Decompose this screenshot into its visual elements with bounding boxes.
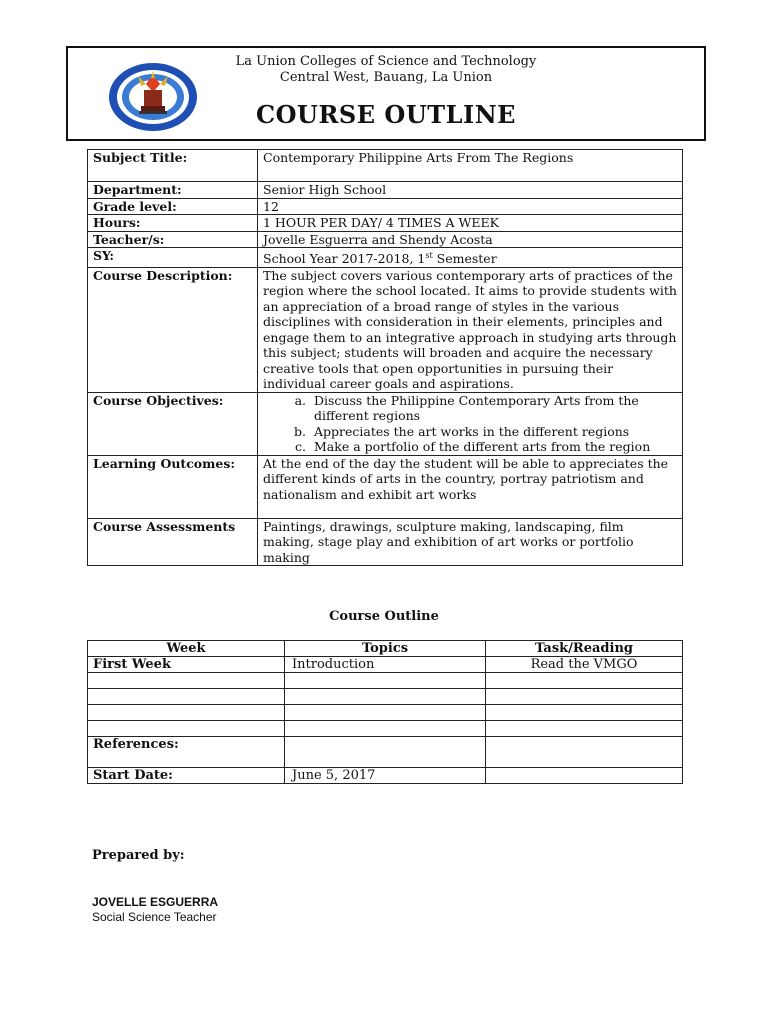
outcomes-value: At the end of the day the student will be able to appreciates the different kinds of arts in the country, portray patriotism and nationalism and exhibit art works	[258, 455, 683, 518]
department-value: Senior High School	[258, 182, 683, 199]
start-date-label: Start Date:	[88, 768, 285, 784]
objectives-value	[258, 392, 683, 455]
description-label: Course Description:	[88, 267, 258, 392]
column-header-week: Week	[88, 641, 285, 657]
grade-level-value: 12	[258, 198, 683, 215]
week-cell: First Week	[88, 657, 285, 673]
teachers-label: Teacher/s:	[88, 231, 258, 248]
outcomes-label: Learning Outcomes:	[88, 455, 258, 518]
references-label: References:	[88, 737, 285, 768]
prepared-by-label: Prepared by:	[92, 848, 185, 863]
course-info-table	[87, 149, 683, 566]
column-header-topics: Topics	[285, 641, 486, 657]
table-row	[88, 518, 683, 566]
subject-title-value: Contemporary Philippine Arts From The Regions	[258, 150, 683, 182]
list-item: b. Appreciates the art works in the different regions	[310, 424, 677, 440]
sy-value-prefix: School Year 2017-2018, 1	[263, 251, 426, 267]
institution-address: Central West, Bauang, La Union	[279, 70, 493, 85]
subject-title-label: Subject Title:	[88, 150, 258, 182]
list-item: c. Make a portfolio of the different arts from the region	[310, 439, 677, 455]
table-header-row	[88, 641, 683, 657]
department-label: Department:	[88, 182, 258, 199]
table-row	[88, 705, 683, 721]
table-row	[88, 673, 683, 689]
objectives-list	[263, 393, 677, 455]
description-value: The subject covers various contemporary arts of practices of the region where the school located. It aims to provide students with an appreciation of a broad range of styles in the various disciplines with consideration in their elements, principles and engage them to an integrative approach in studying arts through this subject; students will broaden and acquire the necessary creative tools that open opportunities in pursuing their individual career goals and aspirations.	[258, 267, 683, 392]
start-date-value: June 5, 2017	[285, 768, 486, 784]
table-row	[88, 455, 683, 518]
institution-name: La Union Colleges of Science and Technology	[235, 54, 537, 69]
sy-value	[258, 248, 683, 268]
table-row	[88, 150, 683, 182]
assessments-label: Course Assessments	[88, 518, 258, 566]
table-row	[88, 689, 683, 705]
objectives-label: Course Objectives:	[88, 392, 258, 455]
outline-section-title: Course Outline	[329, 609, 439, 624]
table-row	[88, 392, 683, 455]
preparer-role: Social Science Teacher	[92, 910, 217, 924]
header-box	[66, 46, 706, 141]
table-row	[88, 198, 683, 215]
table-row	[88, 182, 683, 199]
table-row	[88, 768, 683, 784]
hours-label: Hours:	[88, 215, 258, 232]
table-row	[88, 231, 683, 248]
teachers-value: Jovelle Esguerra and Shendy Acosta	[258, 231, 683, 248]
table-row	[88, 248, 683, 268]
topic-cell: Introduction	[285, 657, 486, 673]
sy-value-suffix: Semester	[432, 251, 497, 267]
sy-label: SY:	[88, 248, 258, 268]
list-item: a. Discuss the Philippine Contemporary Arts from the different regions	[310, 393, 677, 424]
document-title: COURSE OUTLINE	[256, 100, 516, 129]
sy-value-sup: st	[425, 251, 433, 260]
table-row	[88, 721, 683, 737]
course-outline-table	[87, 640, 683, 784]
assessments-value: Paintings, drawings, sculpture making, landscaping, film making, stage play and exhibition of art works or portfolio making	[258, 518, 683, 566]
table-row	[88, 737, 683, 768]
task-cell: Read the VMGO	[486, 657, 683, 673]
table-row	[88, 215, 683, 232]
column-header-task: Task/Reading	[486, 641, 683, 657]
table-row	[88, 657, 683, 673]
hours-value: 1 HOUR PER DAY/ 4 TIMES A WEEK	[258, 215, 683, 232]
grade-level-label: Grade level:	[88, 198, 258, 215]
table-row	[88, 267, 683, 392]
preparer-name: JOVELLE ESGUERRA	[92, 895, 219, 909]
